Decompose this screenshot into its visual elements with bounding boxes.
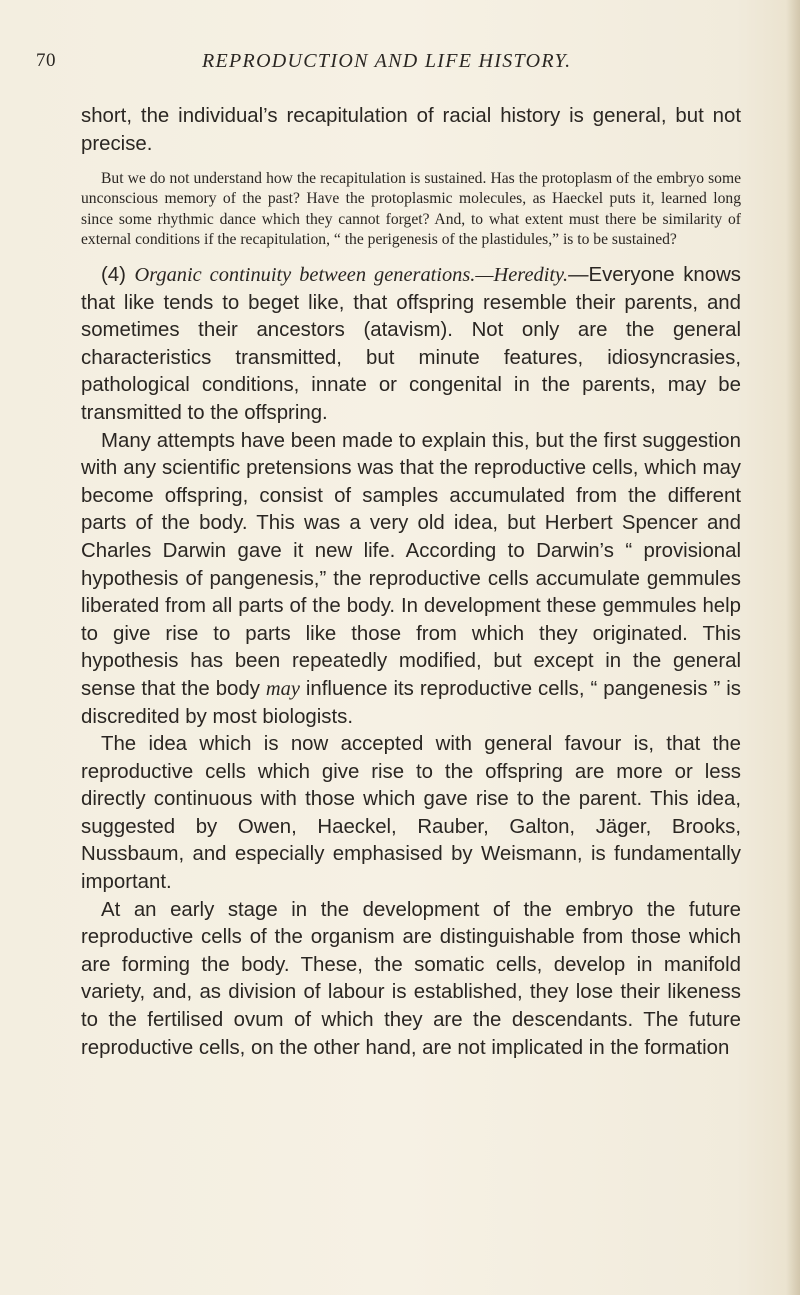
section-number: (4) <box>101 264 126 286</box>
paragraph-4-pangenesis <box>81 428 741 732</box>
paragraph-4-italic: may <box>265 677 300 700</box>
paragraph-4-text: Many attempts have been made to explain this, but the first suggestion with any scientific pretensions was that the reproductive cells, which may become offspring, consist of samples accumulated from the different parts of the body. This was a very old idea, but Herbert Spencer and Charles Darwin gave it new life. According to Darwin’s “ provisional hypothesis of pangenesis,” the reproductive cells accumulate gemmules liberated from all parts of the body. In development these gemmules help to give rise to parts like those from which they originated. This hypothesis has been repeatedly modified, but except in the general sense that the body <box>81 429 741 700</box>
page-number: 70 <box>36 50 56 71</box>
paragraph-6-embryo: At an early stage in the development of the embryo the future reproductive cells of the organism are distinguishable from those which are forming the body. These, the somatic cells, develop in manifold variety, and, as division of labour is established, they lose their likeness to the fertilised ovum of which they are the descendants. The future reproductive cells, on the other hand, are not implicated in the formation <box>81 898 741 1059</box>
running-head: REPRODUCTION AND LIFE HISTORY. <box>202 50 572 72</box>
section-title: Organic continuity between generations.—Heredity. <box>134 264 569 286</box>
paragraph-1: short, the individual’s recapitulation of racial history is general, but not precise. <box>81 105 741 155</box>
paragraph-5-continuity: The idea which is now accepted with general favour is, that the reproductive cells which give rise to the offspring are more or less directly continuous with those which gave rise to the parent. This idea, suggested by Owen, Haeckel, Rauber, Galton, Jäger, Brooks, Nussbaum, and especially emphasised by Weismann, is fundamentally important. <box>81 733 741 894</box>
paragraph-4-end: influence its reproductive cells, “ pangenesis ” is discredited by most biologists. <box>81 677 741 728</box>
body-text <box>81 103 741 1062</box>
paragraph-2-small-print: But we do not understand how the recapitulation is sustained. Has the protoplasm of the embryo some unconscious memory of the past? Have the protoplasmic molecules, as Haeckel puts it, learned long since some rhythmic dance which they cannot forget? And, to what extent must there be similarity of external conditions if the recapitulation, “ the perigenesis of the plastidules,” is to be sustained? <box>81 170 741 248</box>
page-header <box>36 50 756 78</box>
section-body: —Everyone knows that like tends to beget like, that offspring resemble their parents, and sometimes their ancestors (atavism). Not only are the general characteristics transmitted, but minute features, idiosyncrasies, pathological conditions, innate or congenital in the parents, may be transmitted to the offspring. <box>81 264 741 424</box>
paragraph-3-heredity <box>81 262 741 428</box>
page-edge-shadow <box>786 0 800 1295</box>
